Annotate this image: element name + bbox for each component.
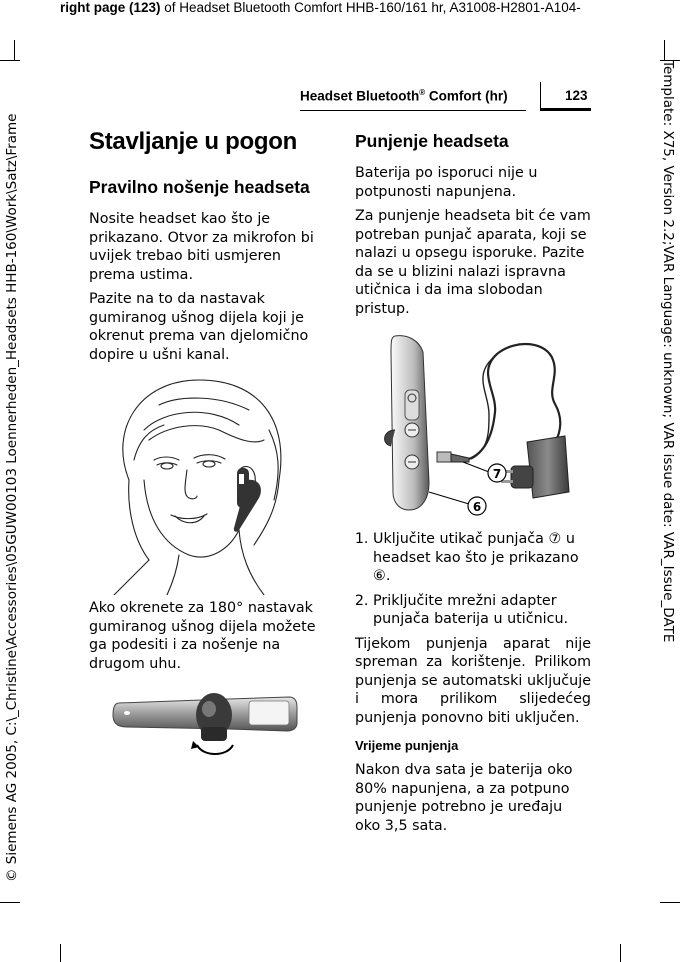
- section-heading-wearing: Pravilno nošenje headseta: [89, 177, 310, 197]
- crop-mark: [660, 902, 680, 903]
- wearing-paragraph-1: Nosite headset kao što je prikazano. Otvor za mikrofon bi uvijek trebao biti usmjeren prema ustima.: [89, 211, 314, 283]
- callout-7: 7: [492, 467, 502, 481]
- charging-paragraph-2: Za punjenje headseta bit će vam potreban punjač aparata, koji se nalazi u opsegu isporuke. Pazite da se u blizini nalazi ispravna utičnica i da ima slobodan pristup.: [355, 208, 591, 317]
- section-heading-charging: Punjenje headseta: [355, 131, 509, 151]
- charging-step-1: [373, 530, 591, 586]
- right-column: [355, 128, 591, 841]
- crop-mark: [0, 902, 20, 903]
- page-number: 123: [565, 88, 588, 103]
- crop-mark: [664, 40, 665, 60]
- charging-step-2: 2. Priključite mrežni adapter punjača baterija u utičnicu.: [373, 592, 591, 629]
- step1-text: Uključite utikač punjača: [373, 531, 544, 547]
- callout-6: 6: [472, 500, 482, 514]
- main-heading: Stavljanje u pogon: [89, 128, 297, 155]
- charging-paragraph-3: Tijekom punjenja aparat nije spreman za korištenje. Prilikom punjenja se automatski uključuje i mora prilikom slijedećeg punjenja ponovno biti uključen.: [355, 635, 591, 726]
- print-info-bold: right page (123): [60, 0, 161, 15]
- charging-time-heading: Vrijeme punjenja: [355, 738, 459, 753]
- woman-wearing-headset-illustration: [89, 370, 309, 595]
- registered-mark: ®: [419, 88, 426, 97]
- template-info-text: Template: X75, Version 2.2;VAR Language: unknown; VAR issue date: VAR_Issue_DATE: [660, 60, 676, 643]
- crop-mark: [620, 944, 621, 962]
- step1-ref-6: ⑥: [373, 568, 386, 584]
- charging-time-paragraph: Nakon dva sata je baterija oko 80% napunjena, a za potpuno punjenje potrebno je uređaju oko 3,5 sata.: [355, 762, 573, 834]
- wearing-paragraph-3: Ako okrenete za 180° nastavak gumiranog ušnog dijela možete ga podesiti i za nošenje na drugom uhu.: [89, 600, 316, 672]
- print-info-line: [60, 0, 680, 16]
- header-rule: [300, 110, 526, 111]
- step1-mid: u headset kao što je prikazano: [373, 531, 579, 566]
- charging-steps: [355, 530, 591, 629]
- running-header: [300, 88, 508, 104]
- header-title-tail: Comfort (hr): [425, 88, 508, 104]
- charger-and-headset-illustration: [377, 332, 577, 522]
- left-column: [89, 124, 325, 763]
- print-info-rest: of Headset Bluetooth Comfort HHB-160/161 hr, A31008-H2801-A104-: [160, 0, 581, 15]
- header-divider: [540, 82, 541, 110]
- header-rule-thick: [540, 108, 591, 111]
- header-title-text: Headset Bluetooth: [300, 88, 420, 104]
- step1-ref-7: ⑦: [548, 531, 562, 547]
- headset-rotate-illustration: [109, 683, 299, 763]
- crop-mark: [60, 944, 61, 962]
- wearing-paragraph-2: Pazite na to da nastavak gumiranog ušnog dijela koji je okrenut prema van djelomično dopire u ušni kanal.: [89, 291, 309, 363]
- charging-paragraph-1: Baterija po isporuci nije u potpunosti napunjena.: [355, 165, 538, 200]
- copyright-path-text: © Siemens AG 2005, C:\_Christine\Accessories\05GUW00103 Loennerheden_Headsets HHB-160\Work\Satz\Frame: [4, 113, 20, 882]
- step1-end: .: [385, 568, 391, 584]
